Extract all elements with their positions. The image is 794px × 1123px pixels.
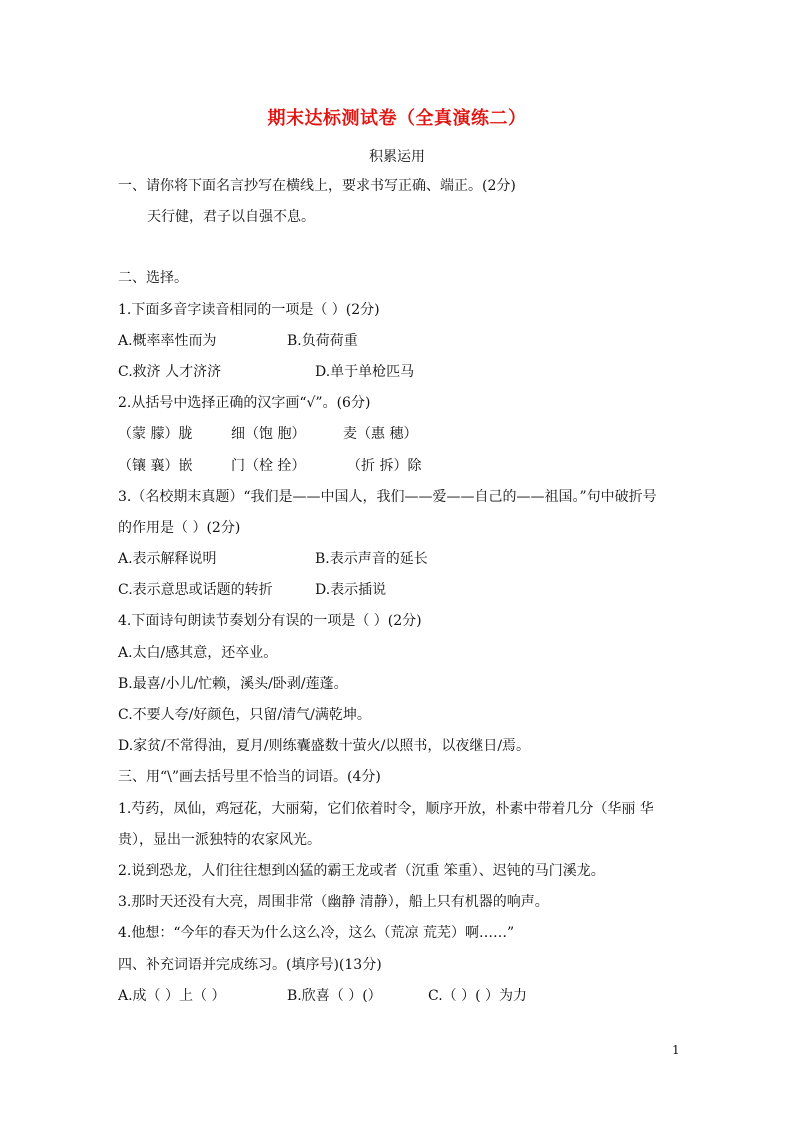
q3-option-d: D.表示插说 bbox=[315, 582, 387, 598]
page-number: 1 bbox=[672, 1043, 680, 1057]
section3-item: 4.他想：“今年的春天为什么这么冷，这么（荒凉 荒芜）啊……” bbox=[118, 925, 515, 941]
q3-stem-line1: 3.（名校期末真题）“我们是——中国人，我们——爱——自己的——祖国。”句中破折号 bbox=[118, 489, 657, 505]
q2-stem: 2.从括号中选择正确的汉字画“√”。(6分) bbox=[118, 395, 371, 411]
q2-item: 麦（惠 穗） bbox=[343, 426, 418, 442]
q4-stem: 4.下面诗句朗读节奏划分有误的一项是（ ）(2分) bbox=[118, 613, 422, 629]
q2-item: （蒙 朦）胧 bbox=[118, 426, 193, 442]
q1-option-a: A.概率率性而为 bbox=[118, 333, 217, 349]
q2-item: 细（饱 胞） bbox=[231, 426, 306, 442]
section3-item: 2.说到恐龙，人们往往想到凶猛的霸王龙或者（沉重 笨重）、迟钝的马门溪龙。 bbox=[118, 863, 605, 879]
section3-item: 3.那时天还没有大亮，周围非常（幽静 清静），船上只有机器的响声。 bbox=[118, 894, 549, 910]
q1-stem: 1.下面多音字读音相同的一项是（ ）(2分) bbox=[118, 302, 380, 318]
q2-item: （折 拆）除 bbox=[347, 458, 422, 474]
q4-option-d: D.家贫/不常得油，夏月/则练囊盛数十萤火/以照书，以夜继日/焉。 bbox=[118, 738, 531, 754]
section3-item: 贵），显出一派独特的农家风光。 bbox=[118, 832, 321, 848]
q3-option-b: B.表示声音的延长 bbox=[315, 551, 428, 567]
quote-text: 天行健，君子以自强不息。 bbox=[147, 209, 315, 225]
q3-option-c: C.表示意思或话题的转折 bbox=[118, 582, 273, 598]
q3-option-a: A.表示解释说明 bbox=[118, 551, 217, 567]
q1-option-c: C.救济 人才济济 bbox=[118, 364, 222, 380]
q1-option-d: D.单于单枪匹马 bbox=[315, 364, 415, 380]
section-subtitle: 积累运用 bbox=[369, 149, 425, 165]
section1-heading: 一、请你将下面名言抄写在横线上，要求书写正确、端正。(2分) bbox=[118, 178, 516, 194]
section4-option-c: C.（ ）( ）为力 bbox=[428, 988, 528, 1004]
section3-heading: 三、用“\”画去括号里不恰当的词语。(4分) bbox=[118, 769, 381, 785]
q2-item: （镶 襄）嵌 bbox=[118, 458, 193, 474]
section4-heading: 四、补充词语并完成练习。(填序号)(13分) bbox=[118, 957, 382, 973]
q2-item: 门（栓 拴） bbox=[231, 458, 306, 474]
section2-heading: 二、选择。 bbox=[118, 270, 188, 286]
q4-option-b: B.最喜/小儿/忙赖，溪头/卧剥/莲蓬。 bbox=[118, 676, 348, 692]
section4-option-b: B.欣喜（ ）(） bbox=[287, 988, 382, 1004]
q4-option-c: C.不要人夸/好颜色，只留/清气/满乾坤。 bbox=[118, 707, 371, 723]
page-title: 期末达标测试卷（全真演练二） bbox=[267, 108, 527, 129]
q1-option-b: B.负荷荷重 bbox=[287, 333, 358, 349]
q4-option-a: A.太白/感其意，还卒业。 bbox=[118, 645, 278, 661]
section4-option-a: A.成（ ）上（ ） bbox=[118, 988, 226, 1004]
section3-item: 1.芍药，凤仙，鸡冠花，大丽菊，它们依着时令，顺序开放，朴素中带着几分（华丽 华 bbox=[118, 801, 654, 817]
q3-stem-line2: 的作用是（ ）(2分) bbox=[118, 520, 241, 536]
